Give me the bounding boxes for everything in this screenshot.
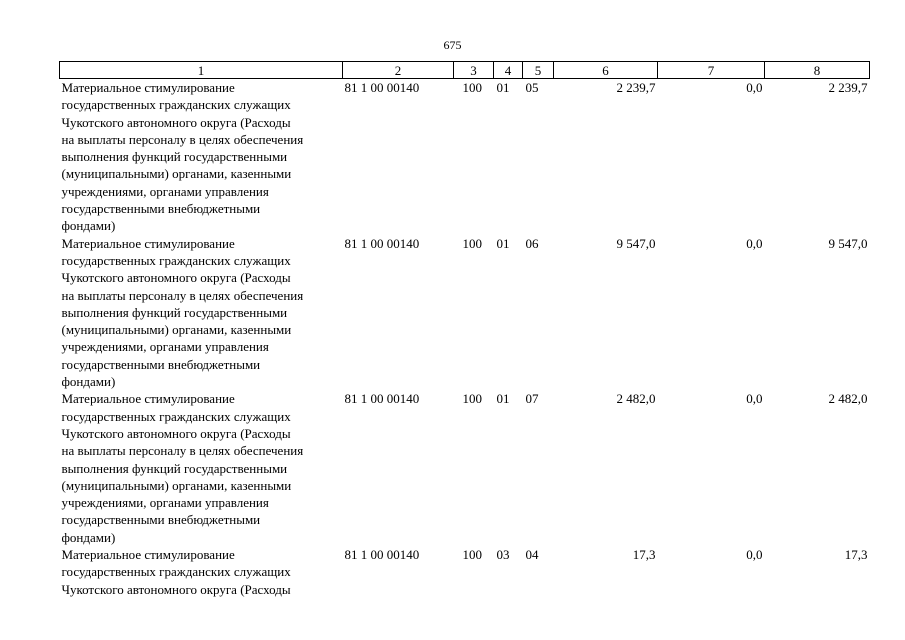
expense-type-code: 100 (462, 235, 482, 251)
target-article-code: 81 1 00 00140 (344, 235, 420, 251)
expense-description: Материальное стимулирование государственных гражданских служащих Чукотского автономного округа (Расходы на выплаты персоналу в целях обеспечения выполнения функций государственными (муниципальными) органами, казенными учреждениями, органами управления государственными внебюджетными фондами) (61, 391, 304, 545)
column-header: 3 (454, 62, 494, 79)
column-header: 7 (658, 62, 765, 79)
expense-type-code: 100 (462, 80, 482, 95)
table-row (60, 79, 870, 235)
expense-type-code: 100 (462, 547, 482, 563)
target-article-code: 81 1 00 00140 (344, 391, 420, 407)
expense-description: Материальное стимулирование государственных гражданских служащих Чукотского автономного округа (Расходы на выплаты персоналу в целях обеспечения выполнения функций государственными (муниципальными) органами, казенными учреждениями, органами управления государственными внебюджетными фондами) (61, 235, 304, 390)
subsection-code: 05 (525, 80, 539, 95)
amount-column-7: 0,0 (746, 547, 763, 563)
section-code: 01 (496, 235, 510, 251)
section-code: 03 (496, 547, 510, 563)
section-code: 01 (496, 80, 510, 95)
subsection-code: 04 (525, 547, 539, 563)
target-article-code: 81 1 00 00140 (344, 80, 420, 95)
amount-column-6: 17,3 (632, 547, 656, 563)
expense-type-code: 100 (462, 391, 482, 407)
target-article-code: 81 1 00 00140 (344, 547, 420, 563)
column-header: 4 (494, 62, 523, 79)
page-number: 675 (443, 38, 462, 52)
amount-column-7: 0,0 (746, 391, 763, 407)
column-header: 6 (554, 62, 658, 79)
amount-column-8: 17,3 (844, 547, 868, 563)
amount-column-6: 2 239,7 (616, 80, 656, 95)
budget-table (59, 61, 870, 598)
table-row (60, 390, 870, 546)
amount-column-8: 2 239,7 (828, 80, 868, 95)
column-header: 2 (343, 62, 454, 79)
amount-column-8: 2 482,0 (828, 391, 868, 407)
column-header: 8 (765, 62, 870, 79)
amount-column-7: 0,0 (746, 80, 763, 95)
amount-column-6: 2 482,0 (616, 391, 656, 407)
expense-description: Материальное стимулирование государственных гражданских служащих Чукотского автономного округа (Расходы (61, 547, 291, 597)
table-header-row (60, 62, 870, 79)
amount-column-6: 9 547,0 (616, 235, 656, 251)
amount-column-8: 9 547,0 (828, 235, 868, 251)
amount-column-7: 0,0 (746, 235, 763, 251)
subsection-code: 07 (525, 391, 539, 407)
column-header: 1 (60, 62, 343, 79)
table-row (60, 546, 870, 598)
expense-description: Материальное стимулирование государственных гражданских служащих Чукотского автономного округа (Расходы на выплаты персоналу в целях обеспечения выполнения функций государственными (муниципальными) органами, казенными учреждениями, органами управления государственными внебюджетными фондами) (61, 80, 304, 234)
subsection-code: 06 (525, 235, 539, 251)
section-code: 01 (496, 391, 510, 407)
table-row (60, 235, 870, 391)
column-header: 5 (523, 62, 554, 79)
